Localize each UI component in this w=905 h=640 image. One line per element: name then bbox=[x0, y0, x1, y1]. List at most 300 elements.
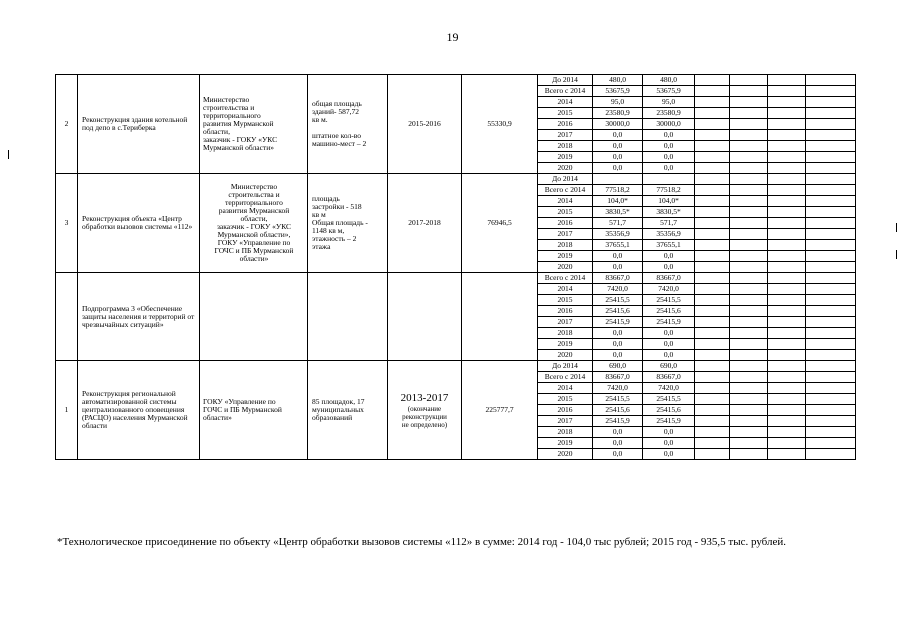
empty-cell bbox=[806, 196, 856, 207]
empty-cell bbox=[730, 108, 768, 119]
page-number: 19 bbox=[446, 30, 459, 44]
year-label: 2016 bbox=[538, 306, 593, 317]
total-amount: 35356,9 bbox=[593, 229, 643, 240]
budget-amount: 0,0 bbox=[643, 130, 695, 141]
total-amount: 571,7 bbox=[593, 218, 643, 229]
total-amount: 3830,5* bbox=[593, 207, 643, 218]
cell-line: машино-мест – 2 bbox=[312, 139, 367, 148]
cell-line: образований bbox=[312, 413, 353, 422]
total-amount: 0,0 bbox=[593, 339, 643, 350]
empty-cell bbox=[806, 97, 856, 108]
year-label: До 2014 bbox=[538, 174, 593, 185]
empty-cell bbox=[768, 108, 806, 119]
object-characteristics bbox=[308, 174, 388, 273]
year-label: 2014 bbox=[538, 196, 593, 207]
budget-amount: 23580,9 bbox=[643, 108, 695, 119]
year-label: 2015 bbox=[538, 394, 593, 405]
budget-amount: 0,0 bbox=[643, 251, 695, 262]
empty-cell bbox=[806, 339, 856, 350]
empty-cell bbox=[768, 273, 806, 284]
empty-cell bbox=[695, 185, 730, 196]
empty-cell bbox=[695, 427, 730, 438]
empty-cell bbox=[695, 108, 730, 119]
total-amount: 690,0 bbox=[593, 361, 643, 372]
empty-cell bbox=[806, 229, 856, 240]
cell-line: штатное кол-во bbox=[312, 131, 362, 140]
cell-line: области» bbox=[203, 413, 232, 422]
empty-cell bbox=[695, 405, 730, 416]
customer-org bbox=[200, 174, 308, 273]
row-number: 2 bbox=[56, 75, 78, 174]
budget-amount: 0,0 bbox=[643, 449, 695, 460]
empty-cell bbox=[695, 306, 730, 317]
empty-cell bbox=[806, 427, 856, 438]
total-amount: 0,0 bbox=[593, 262, 643, 273]
empty-cell bbox=[806, 416, 856, 427]
empty-cell bbox=[768, 251, 806, 262]
cell-line: 85 площадок, 17 bbox=[312, 397, 365, 406]
empty-cell bbox=[768, 163, 806, 174]
cell-line: территориального bbox=[225, 198, 283, 207]
empty-cell bbox=[695, 416, 730, 427]
cell-line: развития Мурманской bbox=[218, 206, 290, 215]
customer-org bbox=[200, 273, 308, 361]
total-amount: 0,0 bbox=[593, 328, 643, 339]
object-name: Реконструкция здания котельной под депо в с.Териберка bbox=[78, 75, 200, 174]
empty-cell bbox=[730, 75, 768, 86]
cell-line: заказчик - ГОКУ «УКС bbox=[216, 222, 292, 231]
total-amount: 0,0 bbox=[593, 438, 643, 449]
budget-amount: 35356,9 bbox=[643, 229, 695, 240]
scan-edge-mark bbox=[896, 250, 897, 259]
empty-cell bbox=[695, 97, 730, 108]
empty-cell bbox=[730, 438, 768, 449]
cell-line: Мурманской области» bbox=[203, 143, 274, 152]
total-amount: 25415,5 bbox=[593, 295, 643, 306]
empty-cell bbox=[695, 218, 730, 229]
empty-cell bbox=[768, 438, 806, 449]
empty-cell bbox=[695, 196, 730, 207]
empty-cell bbox=[768, 262, 806, 273]
empty-cell bbox=[768, 405, 806, 416]
empty-cell bbox=[730, 339, 768, 350]
cell-line: Мурманской области», bbox=[217, 230, 291, 239]
budget-amount: 480,0 bbox=[643, 75, 695, 86]
empty-cell bbox=[768, 185, 806, 196]
cell-line: 1148 кв м, bbox=[312, 226, 345, 235]
empty-cell bbox=[695, 174, 730, 185]
empty-cell bbox=[695, 251, 730, 262]
year-label: Всего с 2014 bbox=[538, 86, 593, 97]
cell-line: ГОЧС и ПБ Мурманской bbox=[203, 405, 282, 414]
empty-cell bbox=[806, 372, 856, 383]
cell-line: Министерство bbox=[230, 182, 278, 191]
year-label: 2017 bbox=[538, 130, 593, 141]
empty-cell bbox=[730, 306, 768, 317]
year-label: До 2014 bbox=[538, 75, 593, 86]
cell-line: кв м. bbox=[312, 115, 328, 124]
empty-cell bbox=[695, 262, 730, 273]
empty-cell bbox=[806, 108, 856, 119]
empty-cell bbox=[730, 383, 768, 394]
estimated-cost: 76946,5 bbox=[462, 174, 538, 273]
investment-table bbox=[55, 74, 856, 460]
table-row bbox=[56, 174, 856, 185]
year-label: 2016 bbox=[538, 119, 593, 130]
empty-cell bbox=[768, 97, 806, 108]
empty-cell bbox=[730, 394, 768, 405]
budget-amount: 53675,9 bbox=[643, 86, 695, 97]
total-amount: 0,0 bbox=[593, 449, 643, 460]
empty-cell bbox=[695, 317, 730, 328]
total-amount: 83667,0 bbox=[593, 273, 643, 284]
empty-cell bbox=[768, 383, 806, 394]
cell-line: Общая площадь - bbox=[312, 218, 368, 227]
budget-amount: 571,7 bbox=[643, 218, 695, 229]
empty-cell bbox=[695, 119, 730, 130]
empty-cell bbox=[730, 130, 768, 141]
year-label: 2014 bbox=[538, 97, 593, 108]
year-label: 2020 bbox=[538, 449, 593, 460]
empty-cell bbox=[768, 394, 806, 405]
budget-amount: 25415,9 bbox=[643, 416, 695, 427]
total-amount: 7420,0 bbox=[593, 383, 643, 394]
empty-cell bbox=[695, 273, 730, 284]
cell-line: кв м bbox=[312, 210, 326, 219]
empty-cell bbox=[695, 449, 730, 460]
year-label: 2019 bbox=[538, 438, 593, 449]
total-amount: 37655,1 bbox=[593, 240, 643, 251]
empty-cell bbox=[695, 163, 730, 174]
empty-cell bbox=[806, 262, 856, 273]
empty-cell bbox=[695, 240, 730, 251]
empty-cell bbox=[806, 449, 856, 460]
year-label: 2020 bbox=[538, 350, 593, 361]
empty-cell bbox=[695, 86, 730, 97]
year-label: Всего с 2014 bbox=[538, 273, 593, 284]
scan-edge-mark bbox=[896, 223, 897, 232]
year-label: 2018 bbox=[538, 240, 593, 251]
empty-cell bbox=[768, 207, 806, 218]
empty-cell bbox=[730, 295, 768, 306]
total-amount: 0,0 bbox=[593, 350, 643, 361]
empty-cell bbox=[730, 218, 768, 229]
year-label: 2015 bbox=[538, 207, 593, 218]
object-characteristics bbox=[308, 273, 388, 361]
empty-cell bbox=[730, 141, 768, 152]
year-label: 2018 bbox=[538, 328, 593, 339]
year-label: 2017 bbox=[538, 229, 593, 240]
empty-cell bbox=[806, 438, 856, 449]
budget-amount: 0,0 bbox=[643, 152, 695, 163]
cell-line: муниципальных bbox=[312, 405, 364, 414]
cell-line: этажность – 2 bbox=[312, 234, 357, 243]
empty-cell bbox=[768, 317, 806, 328]
year-label: Всего с 2014 bbox=[538, 185, 593, 196]
year-label: До 2014 bbox=[538, 361, 593, 372]
table-row bbox=[56, 273, 856, 284]
scan-edge-mark bbox=[8, 150, 9, 159]
empty-cell bbox=[768, 86, 806, 97]
footnote: *Технологическое присоединение по объекту «Центр обработки вызовов системы «112» в сумме: 2014 год - 104,0 тыс рублей; 2015 год - 935,5 тыс. рублей. bbox=[57, 536, 787, 548]
cell-line: территориального bbox=[203, 111, 261, 120]
empty-cell bbox=[768, 361, 806, 372]
budget-amount: 25415,9 bbox=[643, 317, 695, 328]
budget-amount: 25415,5 bbox=[643, 394, 695, 405]
year-label: 2017 bbox=[538, 317, 593, 328]
total-amount: 0,0 bbox=[593, 130, 643, 141]
empty-cell bbox=[730, 86, 768, 97]
empty-cell bbox=[730, 262, 768, 273]
empty-cell bbox=[695, 152, 730, 163]
empty-cell bbox=[806, 295, 856, 306]
cell-line: развития Мурманской bbox=[203, 119, 274, 128]
empty-cell bbox=[768, 350, 806, 361]
total-amount: 0,0 bbox=[593, 152, 643, 163]
year-label: 2015 bbox=[538, 295, 593, 306]
empty-cell bbox=[695, 339, 730, 350]
empty-cell bbox=[730, 240, 768, 251]
empty-cell bbox=[730, 196, 768, 207]
empty-cell bbox=[768, 152, 806, 163]
period-note: не определено) bbox=[401, 420, 448, 429]
year-label: 2015 bbox=[538, 108, 593, 119]
empty-cell bbox=[806, 141, 856, 152]
budget-amount: 25415,6 bbox=[643, 306, 695, 317]
construction-period bbox=[388, 273, 462, 361]
empty-cell bbox=[695, 207, 730, 218]
empty-cell bbox=[730, 427, 768, 438]
object-characteristics bbox=[308, 75, 388, 174]
total-amount: 0,0 bbox=[593, 427, 643, 438]
empty-cell bbox=[730, 97, 768, 108]
budget-amount: 77518,2 bbox=[643, 185, 695, 196]
empty-cell bbox=[806, 240, 856, 251]
customer-org bbox=[200, 75, 308, 174]
empty-cell bbox=[695, 394, 730, 405]
estimated-cost bbox=[462, 273, 538, 361]
cell-line: зданий- 587,72 bbox=[312, 107, 360, 116]
total-amount: 0,0 bbox=[593, 163, 643, 174]
empty-cell bbox=[768, 75, 806, 86]
empty-cell bbox=[730, 207, 768, 218]
empty-cell bbox=[730, 361, 768, 372]
total-amount: 25415,6 bbox=[593, 405, 643, 416]
empty-cell bbox=[806, 306, 856, 317]
empty-cell bbox=[695, 372, 730, 383]
budget-amount: 30000,0 bbox=[643, 119, 695, 130]
empty-cell bbox=[768, 119, 806, 130]
year-label: 2016 bbox=[538, 405, 593, 416]
budget-amount: 7420,0 bbox=[643, 284, 695, 295]
budget-amount: 0,0 bbox=[643, 163, 695, 174]
year-label: 2017 bbox=[538, 416, 593, 427]
empty-cell bbox=[730, 449, 768, 460]
empty-cell bbox=[730, 416, 768, 427]
empty-cell bbox=[730, 328, 768, 339]
total-amount: 104,0* bbox=[593, 196, 643, 207]
empty-cell bbox=[730, 185, 768, 196]
empty-cell bbox=[806, 284, 856, 295]
empty-cell bbox=[768, 416, 806, 427]
year-label: 2014 bbox=[538, 284, 593, 295]
total-amount: 7420,0 bbox=[593, 284, 643, 295]
year-label: 2018 bbox=[538, 141, 593, 152]
empty-cell bbox=[730, 119, 768, 130]
cell-line: этажа bbox=[312, 242, 331, 251]
cell-line: заказчик - ГОКУ «УКС bbox=[203, 135, 278, 144]
empty-cell bbox=[768, 130, 806, 141]
budget-amount: 0,0 bbox=[643, 339, 695, 350]
estimated-cost: 225777,7 bbox=[462, 361, 538, 460]
row-number: 1 bbox=[56, 361, 78, 460]
row-number bbox=[56, 273, 78, 361]
empty-cell bbox=[695, 328, 730, 339]
budget-amount: 25415,6 bbox=[643, 405, 695, 416]
construction-period bbox=[388, 174, 462, 273]
row-number: 3 bbox=[56, 174, 78, 273]
empty-cell bbox=[806, 273, 856, 284]
empty-cell bbox=[806, 75, 856, 86]
cell-line: области» bbox=[239, 254, 269, 263]
empty-cell bbox=[695, 130, 730, 141]
table-row bbox=[56, 361, 856, 372]
construction-period bbox=[388, 361, 462, 460]
budget-amount bbox=[643, 174, 695, 185]
empty-cell bbox=[806, 130, 856, 141]
empty-cell bbox=[768, 427, 806, 438]
total-amount: 0,0 bbox=[593, 141, 643, 152]
empty-cell bbox=[806, 86, 856, 97]
empty-cell bbox=[730, 405, 768, 416]
empty-cell bbox=[806, 152, 856, 163]
budget-amount: 7420,0 bbox=[643, 383, 695, 394]
budget-amount: 25415,5 bbox=[643, 295, 695, 306]
year-label: 2018 bbox=[538, 427, 593, 438]
empty-cell bbox=[730, 372, 768, 383]
budget-amount: 104,0* bbox=[643, 196, 695, 207]
budget-amount: 3830,5* bbox=[643, 207, 695, 218]
empty-cell bbox=[768, 339, 806, 350]
budget-amount: 0,0 bbox=[643, 141, 695, 152]
cell-line: ГОЧС и ПБ Мурманской bbox=[214, 246, 294, 255]
empty-cell bbox=[806, 405, 856, 416]
customer-org bbox=[200, 361, 308, 460]
cell-line: площадь bbox=[312, 194, 340, 203]
empty-cell bbox=[695, 383, 730, 394]
empty-cell bbox=[768, 196, 806, 207]
empty-cell bbox=[695, 229, 730, 240]
empty-cell bbox=[768, 284, 806, 295]
cell-line: застройки - 518 bbox=[312, 202, 362, 211]
cell-line: Министерство bbox=[203, 95, 250, 104]
year-label: 2020 bbox=[538, 262, 593, 273]
budget-amount: 37655,1 bbox=[643, 240, 695, 251]
empty-cell bbox=[695, 350, 730, 361]
empty-cell bbox=[806, 119, 856, 130]
cell-line: области, bbox=[203, 127, 230, 136]
total-amount: 77518,2 bbox=[593, 185, 643, 196]
year-label: 2016 bbox=[538, 218, 593, 229]
budget-amount: 690,0 bbox=[643, 361, 695, 372]
total-amount: 25415,5 bbox=[593, 394, 643, 405]
empty-cell bbox=[730, 174, 768, 185]
budget-amount: 0,0 bbox=[643, 262, 695, 273]
empty-cell bbox=[695, 141, 730, 152]
period-note: реконструкции bbox=[402, 412, 447, 421]
year-label: 2019 bbox=[538, 251, 593, 262]
object-characteristics bbox=[308, 361, 388, 460]
cell-line: строительства и bbox=[203, 103, 255, 112]
empty-cell bbox=[695, 295, 730, 306]
period-value: 2017-2018 bbox=[408, 218, 441, 227]
empty-cell bbox=[768, 141, 806, 152]
empty-cell bbox=[806, 394, 856, 405]
object-name: Реконструкция региональной автоматизированной системы централизованного оповещения (РАСЦО) населения Мурманской области bbox=[78, 361, 200, 460]
budget-amount: 0,0 bbox=[643, 427, 695, 438]
period-value: 2015-2016 bbox=[408, 119, 441, 128]
empty-cell bbox=[806, 207, 856, 218]
cell-line: ГОКУ «Управление по bbox=[203, 397, 276, 406]
empty-cell bbox=[806, 163, 856, 174]
empty-cell bbox=[730, 251, 768, 262]
total-amount: 0,0 bbox=[593, 251, 643, 262]
empty-cell bbox=[768, 306, 806, 317]
empty-cell bbox=[806, 383, 856, 394]
total-amount: 480,0 bbox=[593, 75, 643, 86]
budget-amount: 0,0 bbox=[643, 328, 695, 339]
empty-cell bbox=[768, 449, 806, 460]
empty-cell bbox=[768, 174, 806, 185]
empty-cell bbox=[695, 75, 730, 86]
empty-cell bbox=[806, 328, 856, 339]
total-amount: 23580,9 bbox=[593, 108, 643, 119]
empty-cell bbox=[730, 284, 768, 295]
year-label: 2020 bbox=[538, 163, 593, 174]
empty-cell bbox=[768, 372, 806, 383]
budget-amount: 0,0 bbox=[643, 438, 695, 449]
empty-cell bbox=[806, 174, 856, 185]
object-name: Реконструкция объекта «Центр обработки вызовов системы «112» bbox=[78, 174, 200, 273]
total-amount: 30000,0 bbox=[593, 119, 643, 130]
empty-cell bbox=[730, 229, 768, 240]
total-amount: 53675,9 bbox=[593, 86, 643, 97]
empty-cell bbox=[806, 251, 856, 262]
estimated-cost: 55330,9 bbox=[462, 75, 538, 174]
empty-cell bbox=[730, 317, 768, 328]
empty-cell bbox=[695, 284, 730, 295]
construction-period bbox=[388, 75, 462, 174]
object-name: Подпрограмма 3 «Обеспечение защиты населения и территорий от чрезвычайных ситуаций» bbox=[78, 273, 200, 361]
empty-cell bbox=[695, 438, 730, 449]
budget-amount: 0,0 bbox=[643, 350, 695, 361]
cell-line: строительства и bbox=[228, 190, 280, 199]
empty-cell bbox=[768, 218, 806, 229]
empty-cell bbox=[768, 240, 806, 251]
year-label: 2019 bbox=[538, 339, 593, 350]
year-label: 2014 bbox=[538, 383, 593, 394]
total-amount: 25415,6 bbox=[593, 306, 643, 317]
total-amount bbox=[593, 174, 643, 185]
total-amount: 25415,9 bbox=[593, 317, 643, 328]
empty-cell bbox=[768, 328, 806, 339]
empty-cell bbox=[806, 218, 856, 229]
empty-cell bbox=[806, 350, 856, 361]
budget-amount: 83667,0 bbox=[643, 372, 695, 383]
cell-line: области, bbox=[240, 214, 268, 223]
empty-cell bbox=[730, 273, 768, 284]
empty-cell bbox=[768, 295, 806, 306]
